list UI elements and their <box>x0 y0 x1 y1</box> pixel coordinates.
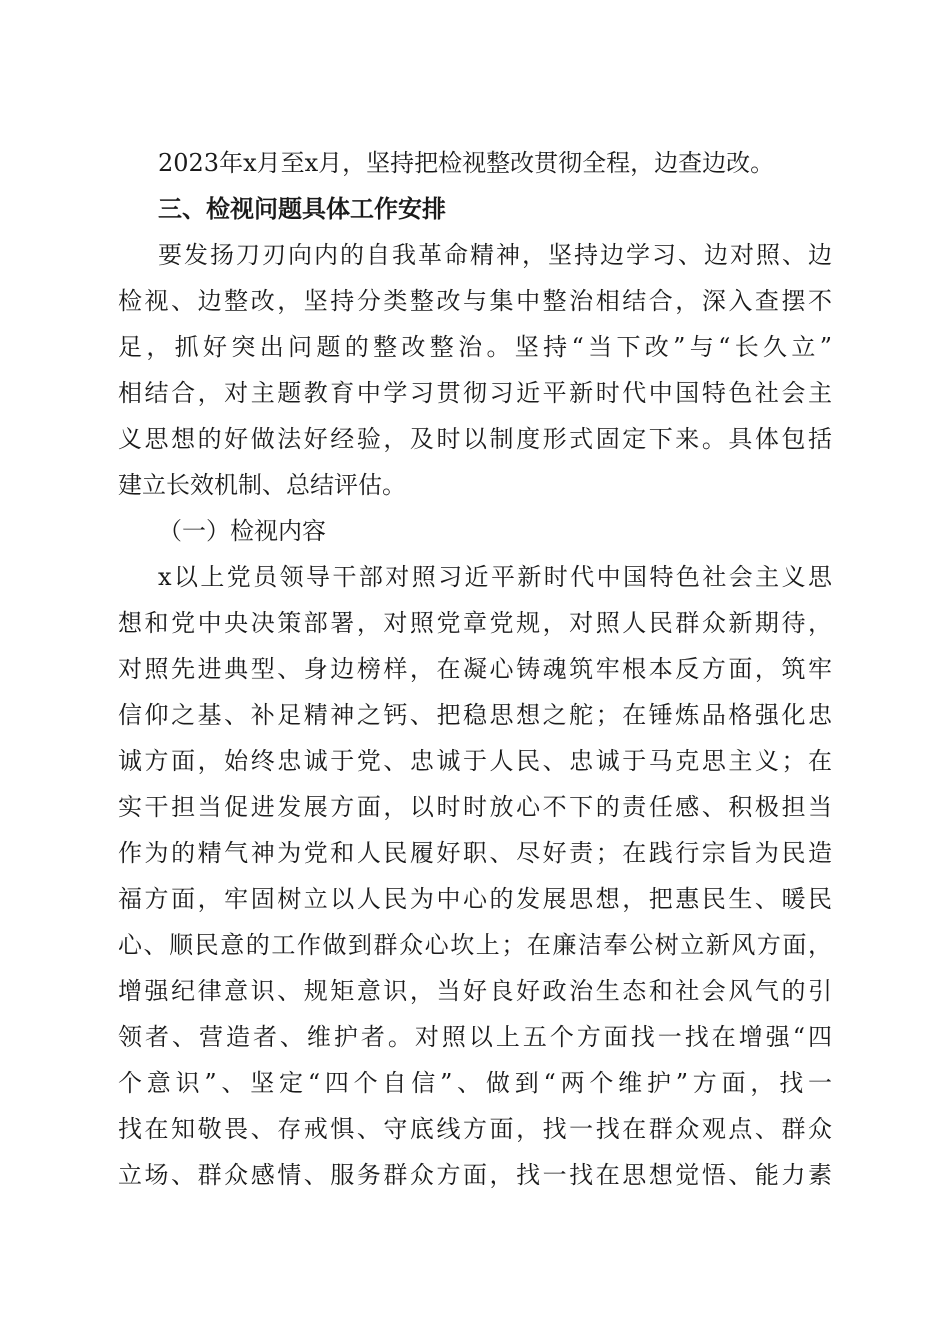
section-heading: 三、检视问题具体工作安排 <box>158 195 446 223</box>
paragraph-line: 实干担当促进发展方面，以时时放心不下的责任感、积极担当 <box>118 793 832 821</box>
paragraph-line: 义思想的好做法好经验，及时以制度形式固定下来。具体包括 <box>118 425 832 453</box>
paragraph-line: 作为的精气神为党和人民履好职、尽好责；在践行宗旨为民造 <box>118 839 832 867</box>
paragraph-line: 建立长效机制、总结评估。 <box>118 471 406 499</box>
paragraph-line: 诚方面，始终忠诚于党、忠诚于人民、忠诚于马克思主义；在 <box>118 747 832 775</box>
paragraph-line: 相结合，对主题教育中学习贯彻习近平新时代中国特色社会主 <box>118 379 832 407</box>
paragraph-line: 立场、群众感情、服务群众方面，找一找在思想觉悟、能力素 <box>118 1161 832 1189</box>
paragraph-line: 领者、营造者、维护者。对照以上五个方面找一找在增强“四 <box>118 1023 832 1051</box>
paragraph-line: 足，抓好突出问题的整改整治。坚持“当下改”与“长久立” <box>118 333 832 361</box>
paragraph-line: 个意识”、坚定“四个自信”、做到“两个维护”方面，找一 <box>118 1069 832 1097</box>
paragraph-line: 2023年x月至x月，坚持把检视整改贯彻全程，边查边改。 <box>158 149 775 177</box>
paragraph-line: 想和党中央决策部署，对照党章党规，对照人民群众新期待， <box>118 609 832 637</box>
paragraph-line: 对照先进典型、身边榜样，在凝心铸魂筑牢根本反方面，筑牢 <box>118 655 832 683</box>
subsection-heading: （一）检视内容 <box>158 517 326 545</box>
paragraph-line: 信仰之基、补足精神之钙、把稳思想之舵；在锤炼品格强化忠 <box>118 701 832 729</box>
paragraph-line: 检视、边整改，坚持分类整改与集中整治相结合，深入查摆不 <box>118 287 832 315</box>
paragraph-line: 要发扬刀刃向内的自我革命精神，坚持边学习、边对照、边 <box>158 241 832 269</box>
paragraph-line: 找在知敬畏、存戒惧、守底线方面，找一找在群众观点、群众 <box>118 1115 832 1143</box>
paragraph-line: 增强纪律意识、规矩意识，当好良好政治生态和社会风气的引 <box>118 977 832 1005</box>
paragraph-line: 福方面，牢固树立以人民为中心的发展思想，把惠民生、暖民 <box>118 885 832 913</box>
paragraph-line: 心、顺民意的工作做到群众心坎上；在廉洁奉公树立新风方面， <box>118 931 832 959</box>
paragraph-line: x以上党员领导干部对照习近平新时代中国特色社会主义思 <box>158 563 832 591</box>
